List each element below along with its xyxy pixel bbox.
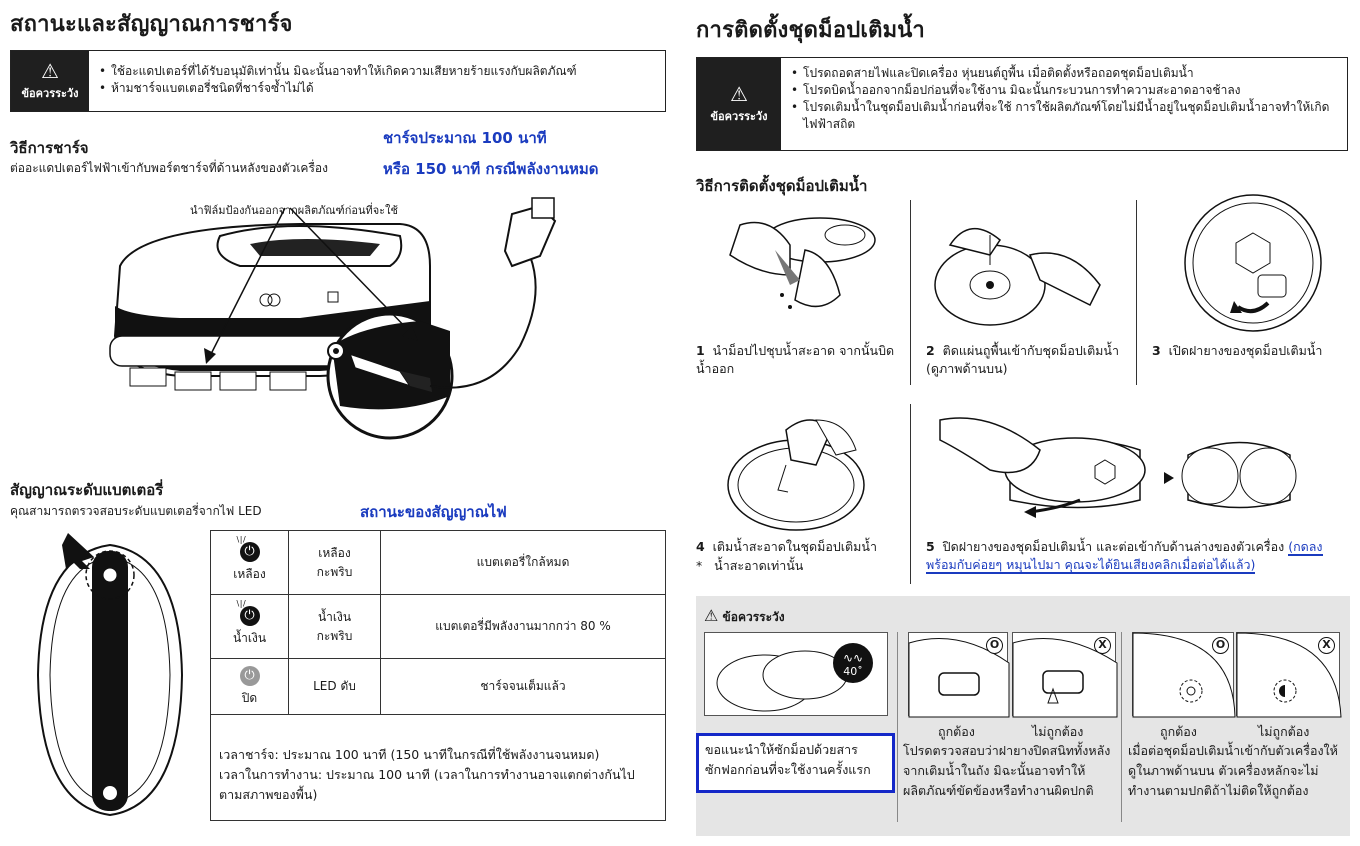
- x-circle-icon: X: [1094, 637, 1111, 654]
- step-2: 2 ติดแผ่นถูพื้นเข้ากับชุดม็อปเติมน้ำ (ดูภาพด้านบน): [926, 343, 1119, 376]
- step-4: 4 เติมน้ำสะอาดในชุดม็อปเติมน้ำ: [696, 539, 877, 554]
- caution-item: • โปรดบิดน้ำออกจากม็อปก่อนที่จะใช้งาน มิฉะนั้นกระบวนการทำความสะอาดอาจช้าลง: [791, 82, 1331, 99]
- led-status-table: [210, 530, 666, 821]
- caution-label: ข้อควรระวัง: [710, 110, 768, 123]
- step-5-illustration: [940, 410, 1340, 530]
- film-removal-label: นำฟิล์มป้องกันออกจากผลิตภัณฑ์ก่อนที่จะใช้: [190, 204, 398, 217]
- step-2-illustration: [930, 205, 1120, 335]
- divider: [910, 404, 911, 584]
- warning-triangle-icon: ⚠: [730, 82, 748, 106]
- attach-correct-thumbnail: [1132, 632, 1234, 716]
- caution-label: ข้อควรระวัง: [21, 87, 79, 100]
- robot-charging-illustration: [100, 196, 660, 456]
- battery-description: คุณสามารถตรวจสอบระดับแบตเตอรี่จากไฟ LED: [10, 504, 262, 518]
- power-blue-icon: \ | / ⏻: [240, 606, 260, 626]
- left-page-title: สถานะและสัญญาณการชาร์จ: [10, 12, 293, 37]
- power-off-icon: ⏻: [240, 666, 260, 686]
- caution-list: [781, 58, 1341, 150]
- cap-correct-thumbnail: [908, 632, 1008, 716]
- robot-top-view-illustration: [20, 525, 200, 825]
- charging-heading: วิธีการชาร์จ: [10, 139, 89, 157]
- ok-circle-icon: O: [1212, 637, 1229, 654]
- step-1: 1 นำม็อปไปชุบน้ำสะอาด จากนั้นบิดน้ำออก: [696, 343, 895, 376]
- step-5: 5 ปิดฝายางของชุดม็อปเติมน้ำ และต่อเข้ากับด้านล่างของตัวเครื่อง (กดลงพร้อมกับค่อยๆ หมุนไปมา คุณจะได้ยินเสียงคลิกเมื่อต่อได้แล้ว): [926, 539, 1323, 572]
- led-color-cell: เหลือง กะพริบ: [289, 531, 381, 595]
- warning-triangle-icon: ⚠: [704, 606, 719, 625]
- icon-label: ปิด: [241, 690, 258, 705]
- charging-description: ต่ออะแดปเตอร์ไฟฟ้าเข้ากับพอร์ตชาร์จที่ด้านหลังของตัวเครื่อง: [10, 161, 328, 175]
- caution-item: • ใช้อะแดปเตอร์ที่ได้รับอนุมัติเท่านั้น มิฉะนั้นอาจทำให้เกิดความเสียหายร้ายแรงกับผลิตภัณฑ์: [99, 63, 577, 80]
- cap-correct-label: ถูกต้อง: [938, 724, 975, 739]
- table-row: [211, 531, 666, 595]
- step-3: 3 เปิดฝายางของชุดม็อปเติมน้ำ: [1152, 343, 1323, 358]
- caution-item: • โปรดเติมน้ำในชุดม็อปเติมน้ำก่อนที่จะใช้ การใช้ผลิตภัณฑ์โดยไม่มีน้ำอยู่ในชุดม็อปเติมน้ำอาจทำให้เกิดไฟฟ้าสถิต: [791, 99, 1331, 133]
- table-row: [211, 715, 666, 821]
- battery-heading: สัญญาณระดับแบตเตอรี่: [10, 481, 164, 499]
- led-color-cell: LED ดับ: [289, 659, 381, 715]
- step-3-illustration: [1168, 205, 1338, 335]
- attach-incorrect-thumbnail: [1236, 632, 1340, 716]
- divider: [1136, 200, 1137, 385]
- step-1-illustration: [720, 205, 890, 325]
- led-meaning-cell: แบตเตอรี่มีพลังงานมากกว่า 80 %: [381, 595, 666, 659]
- charging-time-text: เวลาชาร์จ: ประมาณ 100 นาที (150 นาทีในกรณีที่ใช้พลังงานจนหมด): [219, 746, 600, 762]
- cap-note: โปรดตรวจสอบว่าฝายางปิดสนิททั้งหลังจากเติมน้ำในถัง มิฉะนั้นอาจทำให้ผลิตภัณฑ์ขัดข้องหรือทำงานผิดปกติ: [903, 743, 1111, 798]
- icon-label: เหลือง: [233, 566, 266, 581]
- led-status-title: สถานะของสัญญาณไฟ: [360, 503, 507, 521]
- cap-incorrect-label: ไม่ถูกต้อง: [1032, 724, 1084, 739]
- wash-note-box: ขอแนะนำให้ซักม็อปด้วยสารซักฟอกก่อนที่จะใช้งานครั้งแรก: [696, 733, 895, 793]
- led-meaning-cell: ชาร์จจนเต็มแล้ว: [381, 659, 666, 715]
- caution-item: • โปรดถอดสายไฟและปิดเครื่อง หุ่นยนต์ถูพื้น เมื่อติดตั้งหรือถอดชุดม็อปเติมน้ำ: [791, 65, 1331, 82]
- led-meaning-cell: แบตเตอรี่ใกล้หมด: [381, 531, 666, 595]
- right-caution-box: [696, 57, 1348, 151]
- left-caution-box: [10, 50, 666, 112]
- x-circle-icon: X: [1318, 637, 1335, 654]
- attach-note: เมื่อต่อชุดม็อปเติมน้ำเข้ากับตัวเครื่องให้ดูในภาพด้านบน ตัวเครื่องหลักจะไม่ทำงานตามปกติถ้าไม่ติดให้ถูกต้อง: [1128, 743, 1338, 798]
- bottom-caution-header: ⚠ ข้อควรระวัง: [704, 606, 785, 625]
- table-row: [211, 659, 666, 715]
- charging-time-note: ชาร์จประมาณ 100 นาที: [383, 129, 547, 147]
- caution-badge: [11, 51, 89, 111]
- operating-time-text: เวลาในการทำงาน: ประมาณ 100 นาที (เวลาในการทำงานอาจแตกต่างกันไปตามสภาพของพื้น): [219, 766, 635, 802]
- led-color-cell: น้ำเงิน กะพริบ: [289, 595, 381, 659]
- charging-time-note-empty: หรือ 150 นาที กรณีพลังงานหมด: [383, 160, 599, 178]
- table-row: [211, 595, 666, 659]
- wash-thumbnail: [704, 632, 888, 716]
- caution-item: • ห้ามชาร์จแบตเตอรี่ชนิดที่ชาร์จซ้ำไม่ได้: [99, 80, 577, 97]
- right-page-title: การติดตั้งชุดม็อปเติมน้ำ: [696, 18, 925, 43]
- divider: [910, 200, 911, 385]
- attach-incorrect-label: ไม่ถูกต้อง: [1258, 724, 1310, 739]
- step-4-illustration: [716, 410, 886, 530]
- power-yellow-icon: \ | / ⏻: [240, 542, 260, 562]
- caution-list: [89, 51, 587, 111]
- divider: [897, 632, 898, 822]
- divider: [1121, 632, 1122, 822]
- attach-correct-label: ถูกต้อง: [1160, 724, 1197, 739]
- cap-incorrect-thumbnail: [1012, 632, 1116, 716]
- warning-triangle-icon: ⚠: [41, 59, 59, 83]
- wash-40-icon: ∿∿ 40˚: [833, 643, 873, 683]
- step-5-highlight: (กดลงพร้อมกับค่อยๆ หมุนไปมา คุณจะได้ยินเสียงคลิกเมื่อต่อได้แล้ว): [926, 539, 1323, 572]
- install-heading: วิธีการติดตั้งชุดม็อปเติมน้ำ: [696, 177, 868, 195]
- icon-label: น้ำเงิน: [232, 630, 267, 645]
- caution-badge: [697, 58, 781, 150]
- ok-circle-icon: O: [986, 637, 1003, 654]
- step-4-note: * น้ำสะอาดเท่านั้น: [696, 558, 804, 573]
